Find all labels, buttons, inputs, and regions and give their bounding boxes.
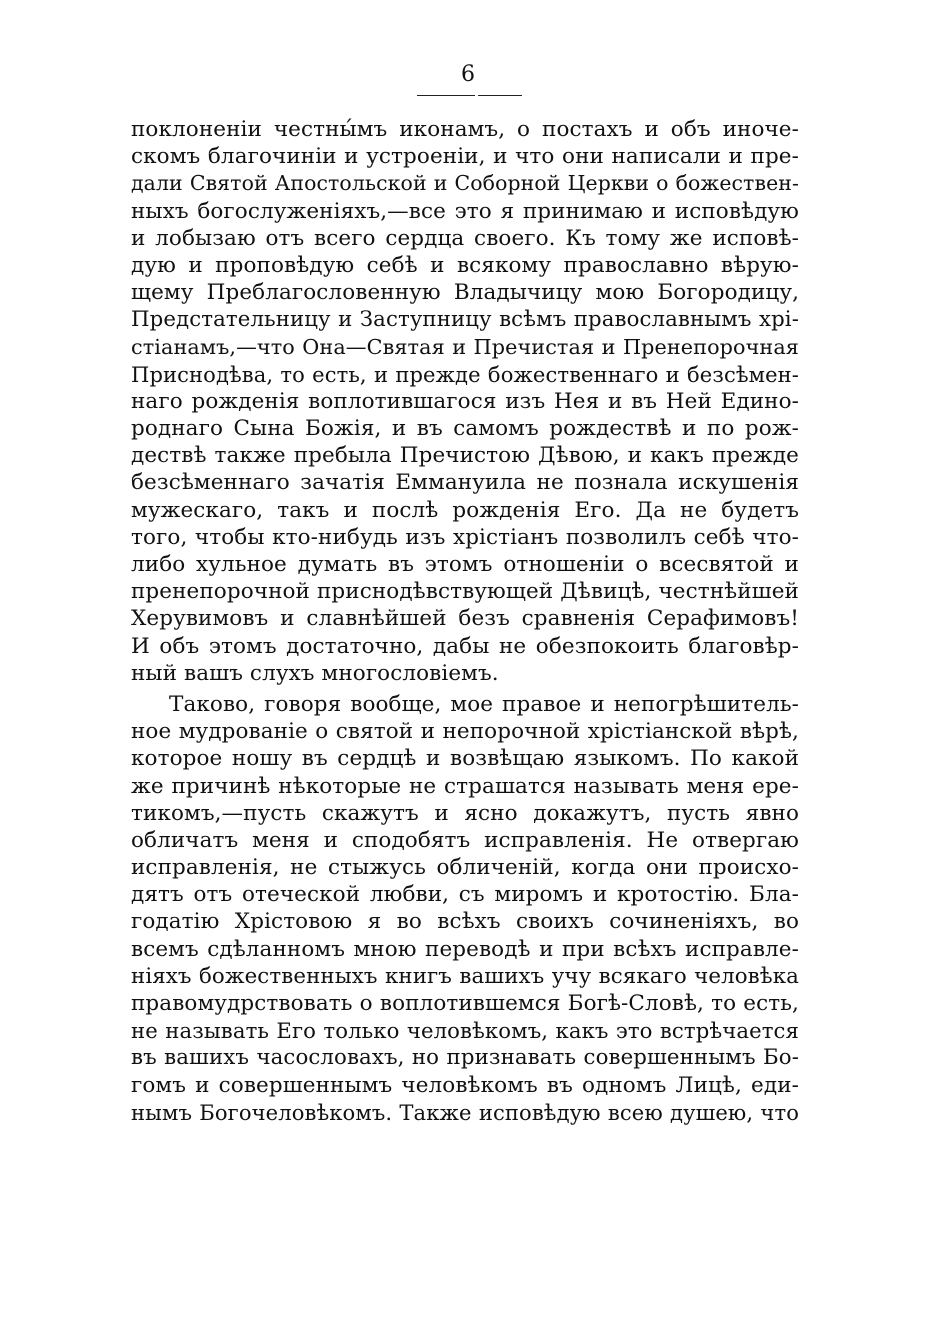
text-line: дятъ отъ отеческой любви, съ миромъ и кротостію. Бла- [131,882,799,908]
text-line: ный вашъ слухъ многословіемъ. [131,660,499,686]
text-line: щему Преблагословенную Владычицу мою Богородицу, [131,280,799,306]
text-line: дали Святой Апостольской и Соборной Церкви о божествен- [131,171,799,196]
text-line: правомудрствовать о воплотившемся Богѣ-Словѣ, то есть, [131,991,799,1016]
text-line: исправленія, не стыжусь обличеній, когда они происхо- [131,855,799,881]
text-line: стіанамъ,—что Она—Святая и Пречистая и Пренепорочная [131,334,799,359]
text-line: роднаго Сына Божія, и въ самомъ рождествѣ и по рож- [131,416,799,442]
text-line: дествѣ также пребыла Пречистою Дѣвою, и какъ прежде [131,443,799,469]
text-line: пренепорочной приснодѣвствующей Дѣвицѣ, честнѣйшей [131,579,799,605]
body-text [131,116,799,1126]
text-line: дую и проповѣдую себѣ и всякому православно вѣрую- [131,252,799,278]
text-line: ніяхъ божественныхъ книгъ вашихъ учу всякаго человѣка [131,963,799,989]
text-line: обличатъ меня и сподобятъ исправленія. Не отвергаю [131,827,799,853]
text-line: Херувимовъ и славнѣйшей безъ сравненія Серафимовъ! [131,606,799,632]
header-rule-left [417,95,475,96]
header-rule-right [478,95,522,96]
text-line: не называть Его только человѣкомъ, какъ это встрѣчается [131,1018,799,1044]
text-line: наго рожденія воплотившагося изъ Нея и въ Ней Едино- [131,388,799,414]
text-line: Таково, говоря вообще, мое правое и непогрѣшитель- [169,691,799,717]
text-line: мужескаго, такъ и послѣ рожденія Его. Да не будетъ [131,497,799,523]
paragraph-2 [131,691,799,1126]
text-line: безсѣменнаго зачатія Еммануила не познала искушенія [131,470,799,496]
text-line: скомъ благочиніи и устроеніи, и что они написали и пре- [131,144,799,170]
text-line: того, чтобы кто-нибудь изъ хрістіанъ позволилъ себѣ что- [131,524,799,550]
text-line: которое ношу въ сердцѣ и возвѣщаю языкомъ. По какой [131,746,799,772]
text-line: годатію Хрістовою я во всѣхъ своихъ сочиненіяхъ, во [131,909,799,935]
page-number: 6 [461,62,475,87]
text-line: гомъ и совершеннымъ человѣкомъ въ одномъ Лицѣ, еди- [131,1072,799,1098]
text-line: въ вашихъ часословахъ, но признавать совершеннымъ Бо- [131,1045,799,1071]
text-line: ныхъ богослуженіяхъ,—все это я принимаю и исповѣдую [131,198,799,224]
text-line: же причинѣ нѣкоторые не страшатся называть меня ере- [131,773,799,799]
text-line: ное мудрованіе о святой и непорочной хрістіанской вѣрѣ, [131,719,799,745]
text-line: тикомъ,—пусть скажутъ и ясно докажутъ, пусть явно [131,800,799,826]
text-line: И объ этомъ достаточно, дабы не обезпокоить благовѣр- [131,633,799,659]
paragraph-1 [131,116,799,687]
text-line: Предстательницу и Заступницу всѣмъ православнымъ хрі- [131,307,799,333]
text-line: всемъ сдѣланномъ мною переводѣ и при всѣхъ исправле- [131,936,799,962]
text-line: и лобызаю отъ всего сердца своего. Къ тому же исповѣ- [131,225,799,251]
text-line: поклоненіи честны́мъ иконамъ, о постахъ и объ иноче- [131,117,799,142]
text-line: нымъ Богочеловѣкомъ. Также исповѣдую всею душею, что [131,1099,799,1125]
text-line: либо хульное думать въ этомъ отношеніи о всесвятой и [131,552,799,577]
text-line: Приснодѣва, то есть, и прежде божественнаго и безсѣмен- [131,361,799,387]
